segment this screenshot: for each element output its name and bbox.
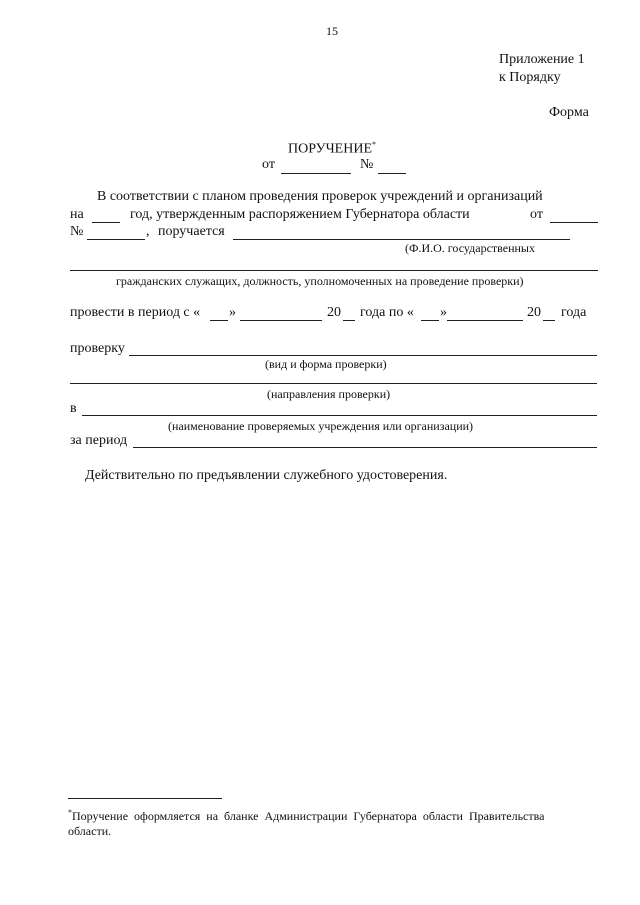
document-title — [288, 140, 376, 158]
period-until: года по « — [360, 305, 414, 320]
caption-civil-servants: гражданских служащих, должность, уполномоченных на проведение проверки) — [116, 274, 524, 288]
inspection-kind-blank — [129, 355, 597, 356]
period-quote-close-2: » — [440, 305, 447, 320]
title-footnote-mark: * — [372, 140, 376, 149]
paragraph-assigned: поручается — [158, 224, 225, 239]
subtitle-number-sign: № — [360, 157, 374, 172]
organization-blank — [82, 415, 597, 416]
paragraph-na: на — [70, 207, 84, 222]
footnote-line-2: области. — [68, 824, 112, 838]
appendix-line-1: Приложение 1 — [499, 52, 585, 67]
assignee-blank — [233, 239, 570, 240]
order-date-blank — [550, 222, 598, 223]
caption-organization: (наименование проверяемых учреждения или организации) — [168, 419, 474, 433]
form-label: Форма — [549, 105, 589, 120]
end-year-blank — [543, 320, 555, 321]
year-blank — [92, 222, 120, 223]
paragraph-line-1: В соответствии с планом проведения проверок учреждений и организаций — [97, 189, 543, 204]
footnote-mark: * — [68, 808, 72, 817]
caption-inspection-direction: (направления проверки) — [267, 387, 391, 401]
paragraph-number-sign: № — [70, 224, 84, 239]
paragraph-line-2: год, утвержденным распоряжением Губернатора области — [130, 207, 470, 222]
period-20-1: 20 — [327, 305, 341, 320]
period-20-2: 20 — [527, 305, 541, 320]
start-day-blank — [210, 320, 228, 321]
inspection-label: проверку — [70, 341, 125, 356]
paragraph-ot: от — [530, 207, 543, 222]
number-blank — [378, 173, 406, 174]
paragraph-comma: , — [146, 224, 150, 239]
caption-fio: (Ф.И.О. государственных — [405, 241, 535, 255]
civil-servants-blank — [70, 270, 598, 271]
title-text: ПОРУЧЕНИЕ — [288, 141, 372, 157]
for-period-blank — [133, 447, 597, 448]
footnote-text-1: Поручение оформляется на бланке Администрации Губернатора области Правительства — [72, 809, 545, 823]
for-period-label: за период — [70, 433, 128, 448]
period-start: провести в период с « — [70, 305, 201, 320]
end-day-blank — [421, 320, 439, 321]
footnote-separator — [68, 798, 222, 799]
order-number-blank — [87, 239, 145, 240]
subtitle-from: от — [262, 157, 275, 172]
date-blank — [281, 173, 351, 174]
in-label: в — [70, 401, 77, 416]
end-month-blank — [447, 320, 523, 321]
period-year-word: года — [561, 305, 587, 320]
page-number: 15 — [326, 24, 338, 38]
period-quote-close-1: » — [229, 305, 236, 320]
inspection-direction-blank — [70, 383, 597, 384]
validity-note: Действительно по предъявлении служебного удостоверения. — [85, 468, 448, 483]
footnote-line-1 — [68, 808, 544, 824]
start-month-blank — [240, 320, 322, 321]
appendix-line-2: к Порядку — [499, 70, 561, 85]
start-year-blank — [343, 320, 355, 321]
caption-inspection-kind: (вид и форма проверки) — [265, 357, 387, 371]
